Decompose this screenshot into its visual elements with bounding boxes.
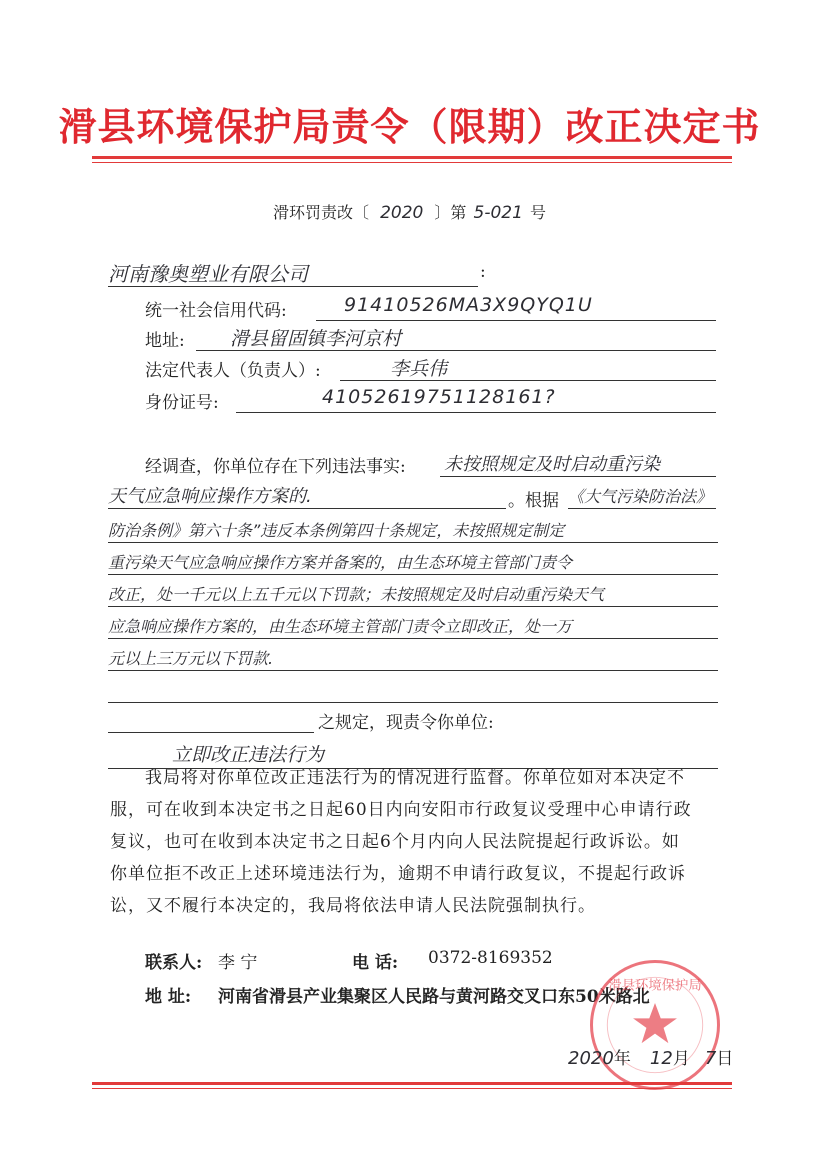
notice-line-4: 你单位拒不改正上述环境违法行为，逾期不申请行政复议，不提起行政诉 xyxy=(110,864,686,884)
facts-line-3 xyxy=(568,480,716,509)
document-title: 滑县环境保护局责令（限期）改正决定书 xyxy=(58,104,761,149)
id-number-label: 身份证号: xyxy=(145,393,219,413)
facts-line-1 xyxy=(440,448,716,477)
contact-address-value: 河南省滑县产业集聚区人民路与黄河路交叉口东50米路北 xyxy=(218,987,650,1007)
contact-phone-label: 电 话: xyxy=(352,953,399,973)
facts-line-4 xyxy=(108,512,718,543)
date-month-char: 月 xyxy=(672,1049,690,1069)
doc-year: 2020 xyxy=(380,203,424,223)
facts-text-3: 《大气污染防治法》 xyxy=(568,487,713,506)
facts-line-blank-1 xyxy=(108,672,718,703)
footer-rule-thick xyxy=(92,1082,732,1085)
notice-line-5: 讼，又不履行本决定的，我局将依法申请人民法院强制执行。 xyxy=(110,896,596,916)
facts-text-5: 重污染天气应急响应操作方案并备案的，由生态环境主管部门责令 xyxy=(108,553,573,572)
facts-text-1: 未按照规定及时启动重污染 xyxy=(444,454,660,475)
doc-number-prefix: 滑环罚责改〔 xyxy=(272,203,369,222)
rule-suffix: 之规定，现责令你单位: xyxy=(318,713,494,733)
id-number-line xyxy=(236,386,716,413)
contact-address-label: 地 址: xyxy=(145,987,192,1007)
date-year: 2020 xyxy=(568,1048,614,1069)
date-day-char: 日 xyxy=(716,1049,734,1069)
facts-text-6: 改正，处一千元以上五千元以下罚款；未按照规定及时启动重污染天气 xyxy=(108,585,605,604)
document-number xyxy=(0,200,819,223)
seal-text: 滑县环境保护局 xyxy=(608,978,702,994)
date-day: 7 xyxy=(704,1048,717,1069)
legal-rep-label: 法定代表人（负责人）: xyxy=(145,361,321,381)
issue-date xyxy=(568,1044,733,1069)
address-value: 滑县留固镇李河京村 xyxy=(230,328,402,350)
facts-line-6 xyxy=(108,576,718,607)
official-seal xyxy=(590,960,720,1090)
title-rule-thick xyxy=(92,156,732,159)
facts-line-2 xyxy=(108,480,506,509)
notice-line-3: 复议，也可在收到本决定书之日起6个月内向人民法院提起行政诉讼。如 xyxy=(110,832,680,852)
contact-person-label: 联系人: xyxy=(145,953,203,973)
company-name-line xyxy=(108,258,478,287)
date-month: 12 xyxy=(649,1048,673,1069)
facts-intro: 经调查，你单位存在下列违法事实: xyxy=(145,457,406,477)
notice-line-1: 我局将对你单位改正违法行为的情况进行监督。你单位如对本决定不 xyxy=(145,768,685,788)
facts-text-4: 防治条例》第六十条”违反本条例第四十条规定，未按照规定制定 xyxy=(108,521,565,540)
credit-code-value: 91410526MA3X9QYQ1U xyxy=(344,294,593,316)
facts-line-8 xyxy=(108,640,718,671)
legal-rep-value: 李兵伟 xyxy=(390,358,448,380)
facts-line-7 xyxy=(108,608,718,639)
contact-person-value: 李 宁 xyxy=(218,953,258,973)
credit-code-label: 统一社会信用代码: xyxy=(145,301,287,321)
facts-line-blank-2 xyxy=(108,704,314,733)
facts-line-5 xyxy=(108,544,718,575)
legal-rep-line xyxy=(340,354,716,381)
contact-phone-value: 0372-8169352 xyxy=(428,948,553,968)
id-number-value: 41052619751128161? xyxy=(322,386,556,408)
title-rule-thin xyxy=(92,162,732,163)
company-name-colon: : xyxy=(480,262,486,282)
footer-rule-thin xyxy=(92,1088,732,1089)
seal-star-icon xyxy=(633,1003,677,1043)
doc-serial: 5-021 xyxy=(473,203,523,223)
doc-number-mid: 〕第 xyxy=(434,203,467,222)
notice-line-2: 服，可在收到本决定书之日起60日内向安阳市行政复议受理中心申请行政 xyxy=(110,800,692,820)
basis-intro: 。根据 xyxy=(508,491,559,511)
address-line xyxy=(196,324,716,351)
date-year-char: 年 xyxy=(613,1049,631,1069)
address-label: 地址: xyxy=(145,331,185,351)
doc-number-suffix: 号 xyxy=(530,203,547,222)
facts-text-8: 元以上三万元以下罚款. xyxy=(108,649,274,668)
company-name: 河南豫奥塑业有限公司 xyxy=(108,262,308,286)
credit-code-line xyxy=(316,294,716,321)
facts-text-7: 应急响应操作方案的，由生态环境主管部门责令立即改正，处一万 xyxy=(108,617,573,636)
facts-text-2: 天气应急响应操作方案的. xyxy=(108,486,312,507)
order-text: 立即改正违法行为 xyxy=(172,744,325,766)
